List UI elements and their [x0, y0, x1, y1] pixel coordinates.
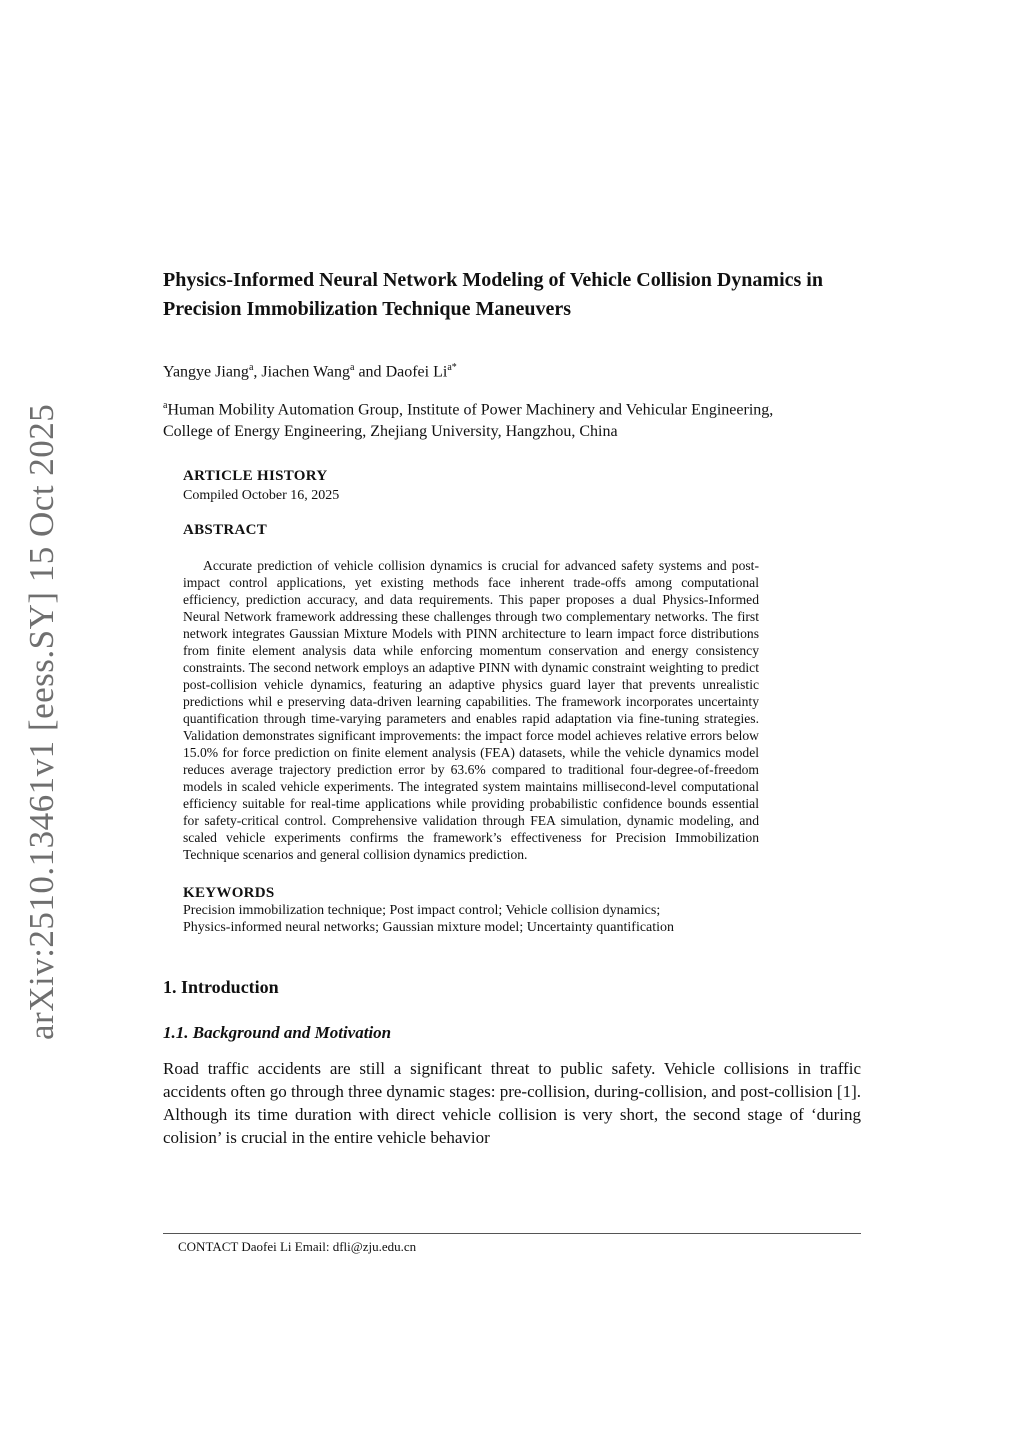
compiled-date: Compiled October 16, 2025	[183, 487, 340, 503]
author-separator: and	[354, 363, 386, 381]
subsection-heading-background: 1.1. Background and Motivation	[163, 1022, 392, 1042]
article-history-heading: ARTICLE HISTORY	[183, 467, 328, 484]
affiliation-mark: a	[163, 400, 168, 412]
paper-title: Physics-Informed Neural Network Modeling of Vehicle Collision Dynamics in Precision Immobilization Technique Maneuvers	[163, 269, 823, 320]
affiliation-text: Human Mobility Automation Group, Institute of Power Machinery and Vehicular Engineering, College of Energy Engineering, Zhejiang University, Hangzhou, China	[163, 401, 774, 440]
contact-footnote: CONTACT Daofei Li Email: dfli@zju.edu.cn	[178, 1239, 417, 1254]
abstract-block	[183, 468, 759, 936]
author-separator: ,	[253, 363, 262, 381]
author-list	[163, 358, 863, 382]
author-name: Yangye Jiang	[163, 363, 249, 381]
author-affiliation-mark: a	[248, 362, 254, 373]
arxiv-identifier: arXiv:2510.13461v1 [eess.SY] 15 Oct 2025	[22, 403, 61, 1040]
keywords-heading: KEYWORDS	[183, 884, 275, 901]
author-affiliation-mark: a*	[447, 362, 457, 373]
paper-front-matter	[163, 266, 863, 1149]
affiliation	[163, 395, 803, 441]
author-name: Daofei Li	[385, 363, 448, 381]
author-affiliation-mark: a	[350, 362, 355, 373]
footnote-divider	[163, 1233, 861, 1234]
abstract-text: Accurate prediction of vehicle collision dynamics is crucial for advanced safety systems and post-impact control applications, yet existing methods face inherent trade-offs among computational efficiency, prediction accuracy, and data requirements. This paper proposes a dual Physics-Informed Neural Network framework addressing these challenges through two complementary networks. The first network integrates Gaussian Mixture Models with PINN architecture to learn impact force distributions from finite element analysis data while enforcing momentum conservation and energy consistency constraints. The second network employs an adaptive PINN with dynamic constraint weighting to predict post-collision vehicle dynamics, featuring an adaptive physics guard layer that prevents unrealistic predictions whil e preserving data-driven learning capabilities. The framework incorporates uncertainty quantification through time-varying parameters and enables rapid adaptation via fine-tuning strategies. Validation demonstrates significant improvements: the impact force model achieves relative errors below 15.0% for force prediction on finite element analysis (FEA) datasets, while the vehicle dynamics model reduces average trajectory prediction error by 63.6% compared to traditional four-degree-of-freedom models in scaled vehicle experiments. The integrated system maintains millisecond-level computational efficiency suitable for real-time applications while providing probabilistic confidence bounds essential for safety-critical control. Comprehensive validation through FEA simulation, dynamic modeling, and scaled vehicle experiments confirms the framework’s effectiveness for Precision Immobilization Technique scenarios and general collision dynamics prediction.	[183, 557, 759, 862]
section-heading-introduction: 1. Introduction	[163, 976, 279, 997]
keywords-text: Precision immobilization technique; Post impact control; Vehicle collision dynamics; Physics-informed neural networks; Gaussian mixture model; Uncertainty quantification	[183, 902, 675, 935]
abstract-heading: ABSTRACT	[183, 521, 268, 538]
author-name: Jiachen Wang	[261, 363, 350, 381]
body-paragraph: Road traffic accidents are still a significant threat to public safety. Vehicle collisions in traffic accidents often go through three dynamic stages: pre-collision, during-collision, and post-collision [1]. Although its time duration with direct vehicle collision is very short, the second stage of ‘during colision’ is crucial in the entire vehicle behavior	[163, 1058, 861, 1147]
